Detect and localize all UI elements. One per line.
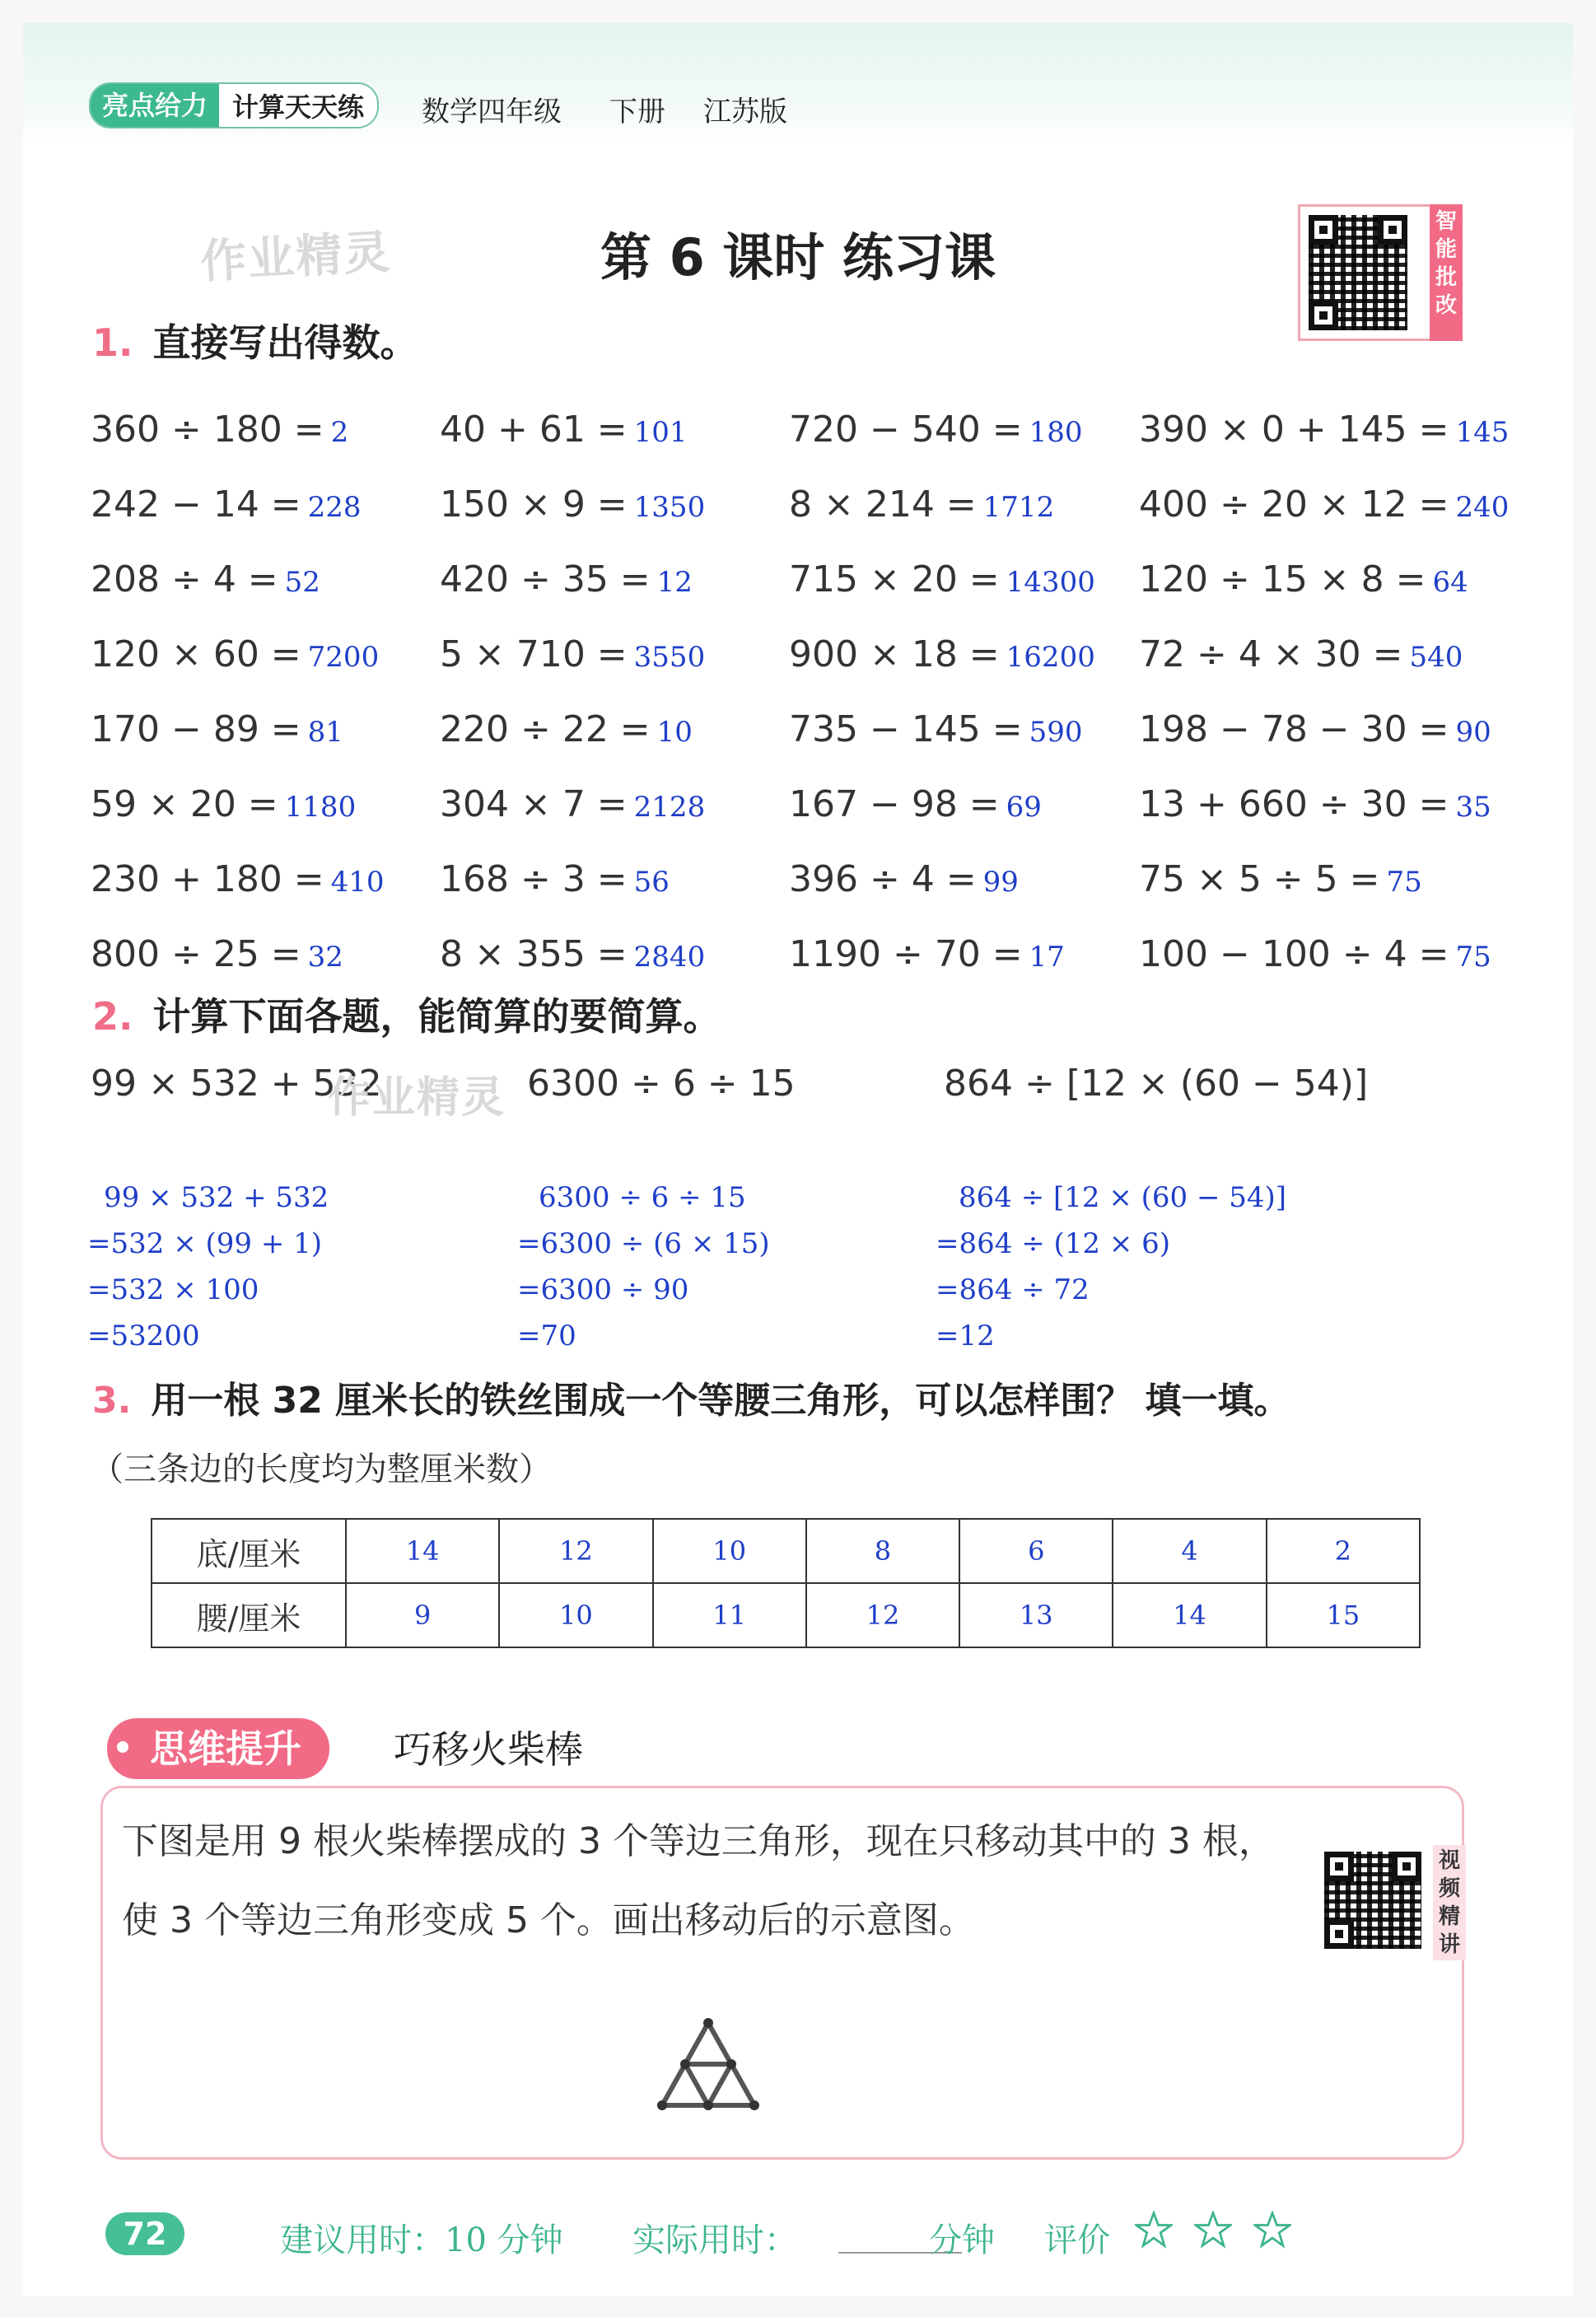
expression: 75 × 5 ÷ 5 = [1139,858,1380,900]
lesson-title: 第 6 课时 练习课 [600,227,996,287]
minutes-unit: 分钟 [929,2221,995,2259]
expression: 170 − 89 = [91,708,301,750]
answer: 99 [982,866,1019,899]
match-head [680,2059,690,2069]
section-2-title: 2. 计算下面各题，能简算的要简算。 [92,994,721,1039]
matchstick [685,2064,708,2105]
answer: 64 [1432,566,1468,599]
expression: 167 − 98 = [789,783,1000,825]
video-qr-code[interactable] [1316,1843,1428,1955]
mental-math-item [789,633,1095,675]
match-head [703,2018,713,2028]
expression: 72 ÷ 4 × 30 = [1139,633,1403,675]
expression: 100 − 100 ÷ 4 = [1139,933,1449,975]
answer: 2 [330,416,349,449]
thinking-badge: 思维提升 [107,1718,329,1779]
mental-math-item [440,858,670,900]
mental-math-item [91,933,343,975]
leg-cell: 10 [499,1583,652,1647]
answer: 2128 [633,791,706,824]
answer: 69 [1006,791,1042,824]
expression: 396 ÷ 4 = [789,858,977,900]
base-cell: 6 [959,1519,1113,1583]
matchstick [662,2064,685,2105]
expression: 360 ÷ 180 = [91,409,324,451]
row-label-leg: 腰/厘米 [152,1583,346,1647]
problem-2: 6300 ÷ 6 ÷ 15 [527,1063,796,1105]
expression: 400 ÷ 20 × 12 = [1139,483,1449,526]
mental-math-item [1139,409,1509,451]
edition-label: 江苏版 [703,96,787,128]
section-3-title: 3. 用一根 32 厘米长的铁丝围成一个等腰三角形，可以怎样围？ 填一填。 [92,1380,1290,1422]
rating-label: 评价 [1044,2221,1110,2259]
section-3-note: （三条边的长度均为整厘米数） [91,1450,552,1488]
match-head [749,2100,759,2110]
mental-math-item [1139,783,1491,825]
answer: 75 [1386,866,1422,899]
watermark-2: 作业精灵 [328,1073,506,1123]
expression: 800 ÷ 25 = [91,933,301,975]
answer: 12 [656,566,693,599]
mental-math-item [91,858,385,900]
answer: 228 [307,491,362,524]
expression: 420 ÷ 35 = [440,558,651,600]
star-icon[interactable] [1135,2211,1173,2249]
answer: 2840 [633,941,706,974]
expression: 120 × 60 = [91,633,301,675]
mental-math-item [91,633,379,675]
mental-math-item [91,558,320,600]
answer: 52 [284,566,320,599]
mental-math-item [789,858,1019,900]
expression: 120 ÷ 15 × 8 = [1139,558,1426,600]
matchstick [708,2023,731,2064]
matchstick [685,2023,708,2064]
problem-3: 864 ÷ [12 × (60 − 54)] [944,1063,1369,1105]
matchstick-figure [642,2008,774,2132]
expression: 230 + 180 = [91,858,324,900]
mental-math-item [91,409,348,451]
table-row [152,1583,1420,1647]
answer: 240 [1455,491,1510,524]
leg-cell: 14 [1113,1583,1266,1647]
solution-2: 6300 ÷ 6 ÷ 15 =6300 ÷ (6 × 15) =6300 ÷ 90 =70 [517,1181,770,1352]
watermark: 作业精灵 [198,225,393,290]
qr-tag-video: 视频精讲 [1433,1845,1466,1960]
mental-math-item [1139,558,1468,600]
qr-tag-smart-grading: 智能批改 [1430,204,1463,341]
worksheet-page [23,23,1573,2296]
answer: 145 [1455,416,1510,449]
expression: 715 × 20 = [789,558,1000,600]
answer: 1712 [982,491,1055,524]
expression: 900 × 18 = [789,633,1000,675]
series-brand [89,82,379,128]
mental-math-item [789,483,1054,526]
answer: 101 [633,416,688,449]
solution-3: 864 ÷ [12 × (60 − 54)] =864 ÷ (12 × 6) =864 ÷ 72 =12 [936,1181,1287,1352]
mental-math-item [440,483,705,526]
suggested-time: 建议用时：10 分钟 [280,2221,563,2259]
actual-time-label: 实际用时： [632,2221,797,2259]
expression: 59 × 20 = [91,783,278,825]
thinking-subtitle: 巧移火柴棒 [394,1727,583,1772]
badge-dot [117,1741,128,1753]
answer: 540 [1409,641,1463,674]
base-cell: 10 [653,1519,806,1583]
mental-math-item [789,708,1083,750]
answer: 1350 [633,491,706,524]
matchstick [731,2064,754,2105]
answer: 90 [1455,716,1491,749]
answer: 1180 [284,791,357,824]
base-cell: 14 [346,1519,499,1583]
mental-math-item [440,708,693,750]
base-cell: 8 [806,1519,959,1583]
brand-name: 计算天天练 [232,91,365,123]
table-row [152,1519,1420,1583]
expression: 8 × 355 = [440,933,628,975]
base-cell: 12 [499,1519,652,1583]
leg-cell: 12 [806,1583,959,1647]
section-1-title: 1. 直接写出得数。 [92,320,418,365]
expression: 1190 ÷ 70 = [789,933,1023,975]
answer: 32 [307,941,343,974]
answer: 3550 [633,641,706,674]
match-head [703,2100,713,2110]
solution-1: 99 × 532 + 532 =532 × (99 + 1) =532 × 100 =53200 [87,1181,329,1352]
match-head [726,2059,736,2069]
expression: 8 × 214 = [789,483,977,526]
leg-cell: 9 [346,1583,499,1647]
expression: 150 × 9 = [440,483,628,526]
answer: 56 [633,866,670,899]
matchstick [708,2064,731,2105]
mental-math-item [440,558,693,600]
mental-math-item [789,933,1065,975]
leg-cell: 13 [959,1583,1113,1647]
leg-cell: 11 [653,1583,806,1647]
problem-1: 99 × 532 + 532 [91,1063,382,1105]
mental-math-item [1139,858,1422,900]
mental-math-item [1139,483,1509,526]
mental-math-item [440,933,705,975]
expression: 13 + 660 ÷ 30 = [1139,783,1449,825]
expression: 720 − 540 = [789,409,1023,451]
answer: 35 [1455,791,1491,824]
base-cell: 2 [1267,1519,1420,1583]
star-icon[interactable] [1253,2211,1291,2249]
mental-math-item [440,633,705,675]
answer: 180 [1029,416,1083,449]
mental-math-item [789,558,1095,600]
volume-label: 下册 [609,96,665,128]
mental-math-item [91,483,362,526]
mental-math-item [789,409,1083,451]
expression: 5 × 710 = [440,633,628,675]
expression: 168 ÷ 3 = [440,858,628,900]
expression: 198 − 78 − 30 = [1139,708,1449,750]
answer: 590 [1029,716,1083,749]
answer: 7200 [307,641,380,674]
mental-math-item [91,708,343,750]
expression: 208 ÷ 4 = [91,558,278,600]
expression: 390 × 0 + 145 = [1139,409,1449,451]
subject-label: 数学四年级 [422,96,562,128]
expression: 220 ÷ 22 = [440,708,651,750]
expression: 40 + 61 = [440,409,628,451]
answer: 410 [330,866,385,899]
triangle-table [151,1518,1421,1648]
row-label-base: 底/厘米 [152,1519,346,1583]
base-cell: 4 [1113,1519,1266,1583]
leg-cell: 15 [1267,1583,1420,1647]
expression: 242 − 14 = [91,483,301,526]
brand-highlight: 亮点给力 [91,84,219,127]
answer: 16200 [1006,641,1095,674]
mental-math-item [789,783,1042,825]
expression: 304 × 7 = [440,783,628,825]
mental-math-item [1139,633,1463,675]
mental-math-item [440,783,705,825]
thinking-text: 下图是用 9 根火柴棒摆成的 3 个等边三角形，现在只移动其中的 3 根，使 3 个等边三角形变成 5 个。画出移动后的示意图。 [122,1820,1275,1941]
match-head [657,2100,667,2110]
mental-math-item [1139,708,1491,750]
answer: 10 [656,716,693,749]
answer: 75 [1455,941,1491,974]
mental-math-item [91,783,356,825]
qr-code[interactable] [1298,204,1435,341]
answer: 17 [1029,941,1065,974]
star-icon[interactable] [1194,2211,1232,2249]
answer: 81 [307,716,343,749]
expression: 735 − 145 = [789,708,1023,750]
answer: 14300 [1006,566,1095,599]
mental-math-item [1139,933,1491,975]
page-number: 72 [105,2212,184,2255]
mental-math-item [440,409,688,451]
